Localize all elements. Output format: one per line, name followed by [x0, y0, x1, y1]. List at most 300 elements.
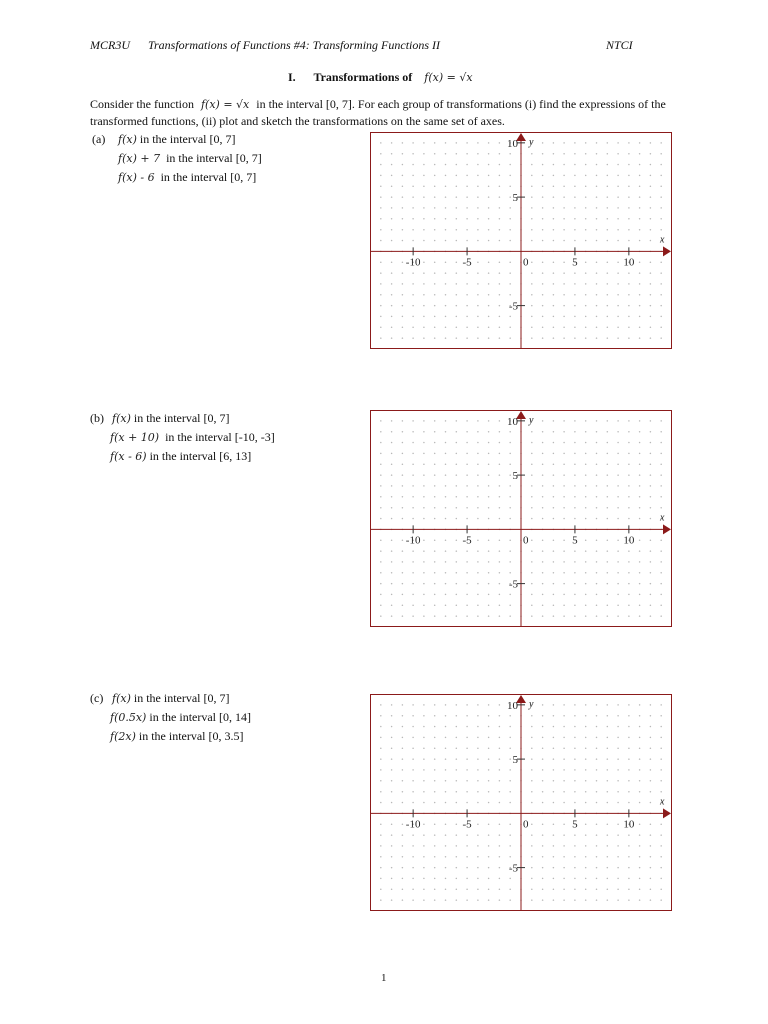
grid-dot: [531, 899, 533, 901]
grid-dot: [445, 218, 447, 220]
grid-dot: [488, 272, 490, 274]
grid-dot: [456, 867, 458, 869]
grid-dot: [585, 889, 587, 891]
grid-dot: [456, 791, 458, 793]
grid-dot: [531, 878, 533, 880]
grid-dot: [488, 539, 490, 541]
grid-dot: [628, 715, 630, 717]
grid-dot: [639, 737, 641, 739]
grid-dot: [650, 748, 652, 750]
grid-dot: [628, 704, 630, 706]
grid-dot: [466, 572, 468, 574]
grid-dot: [380, 153, 382, 155]
grid-dot: [412, 889, 414, 891]
section-number: I.: [288, 70, 296, 84]
grid-dot: [628, 229, 630, 231]
grid-dot: [423, 464, 425, 466]
grid-dot: [617, 153, 619, 155]
grid-dot: [391, 845, 393, 847]
grid-dot: [466, 550, 468, 552]
part-a-label: (a): [92, 132, 106, 146]
grid-dot: [607, 442, 609, 444]
grid-dot: [434, 769, 436, 771]
grid-dot: [617, 802, 619, 804]
grid-dot: [434, 704, 436, 706]
grid-dot: [563, 294, 565, 296]
grid-dot: [402, 583, 404, 585]
grid-dot: [660, 305, 662, 307]
grid-dot: [509, 550, 511, 552]
grid-dot: [412, 507, 414, 509]
grid-dot: [617, 615, 619, 617]
grid-dot: [607, 769, 609, 771]
grid-dot: [596, 550, 598, 552]
part-b-text-3: in the interval [6, 13]: [149, 449, 252, 463]
section-title-text: Transformations of: [313, 70, 413, 84]
grid-dot: [553, 539, 555, 541]
grid-dot: [542, 780, 544, 782]
grid-dot: [628, 605, 630, 607]
grid-dot: [585, 316, 587, 318]
grid-dot: [380, 305, 382, 307]
grid-dot: [607, 615, 609, 617]
grid-dot: [434, 561, 436, 563]
grid-dot: [445, 867, 447, 869]
grid-dot: [488, 605, 490, 607]
grid-dot: [585, 305, 587, 307]
grid-dot: [456, 431, 458, 433]
grid-dot: [402, 748, 404, 750]
grid-dot: [563, 539, 565, 541]
grid-dot: [434, 218, 436, 220]
grid-dot: [617, 758, 619, 760]
grid-dot: [563, 464, 565, 466]
grid-dot: [607, 823, 609, 825]
grid-dot: [617, 305, 619, 307]
grid-dot: [585, 791, 587, 793]
grid-dot: [553, 207, 555, 209]
grid-dot: [650, 175, 652, 177]
grid-dot: [412, 420, 414, 422]
grid-dot: [628, 572, 630, 574]
grid-dot: [488, 615, 490, 617]
section-title: [288, 70, 473, 85]
grid-dot: [574, 442, 576, 444]
grid-dot: [650, 518, 652, 520]
grid-dot: [412, 605, 414, 607]
grid-dot: [607, 464, 609, 466]
grid-dot: [423, 442, 425, 444]
grid-dot: [434, 550, 436, 552]
grid-dot: [391, 294, 393, 296]
grid-dot: [477, 142, 479, 144]
grid-dot: [488, 507, 490, 509]
grid-dot: [596, 485, 598, 487]
grid-dot: [402, 889, 404, 891]
grid-dot: [531, 748, 533, 750]
grid-dot: [607, 899, 609, 901]
grid-dot: [509, 316, 511, 318]
grid-dot: [423, 780, 425, 782]
grid-dot: [617, 834, 619, 836]
grid-dot: [628, 327, 630, 329]
grid-dot: [509, 496, 511, 498]
grid-dot: [660, 496, 662, 498]
grid-dot: [596, 240, 598, 242]
grid-dot: [423, 164, 425, 166]
grid-dot: [650, 485, 652, 487]
grid-dot: [488, 856, 490, 858]
grid-dot: [423, 845, 425, 847]
grid-dot: [660, 431, 662, 433]
grid-dot: [542, 153, 544, 155]
grid-dot: [391, 496, 393, 498]
grid-dot: [639, 704, 641, 706]
grid-dot: [596, 420, 598, 422]
grid-dot: [445, 704, 447, 706]
grid-dot: [466, 780, 468, 782]
grid-dot: [531, 431, 533, 433]
grid-dot: [466, 453, 468, 455]
grid-dot: [639, 572, 641, 574]
part-a-expr-2: f(x) + 7: [118, 152, 161, 165]
grid-dot: [477, 539, 479, 541]
grid-dot: [402, 856, 404, 858]
grid-dot: [380, 561, 382, 563]
grid-dot: [628, 758, 630, 760]
grid-dot: [553, 605, 555, 607]
grid-dot: [509, 748, 511, 750]
grid-dot: [380, 507, 382, 509]
grid-dot: [466, 229, 468, 231]
grid-dot: [553, 196, 555, 198]
grid-dot: [531, 240, 533, 242]
grid-dot: [596, 196, 598, 198]
grid-dot: [380, 583, 382, 585]
grid-dot: [402, 305, 404, 307]
grid-dot: [660, 464, 662, 466]
grid-dot: [531, 464, 533, 466]
grid-dot: [391, 834, 393, 836]
grid-dot: [412, 186, 414, 188]
grid-dot: [563, 856, 565, 858]
grid-dot: [456, 878, 458, 880]
grid-dot: [542, 823, 544, 825]
grid-dot: [617, 518, 619, 520]
grid-dot: [434, 442, 436, 444]
grid-dot: [650, 878, 652, 880]
grid-dot: [617, 737, 619, 739]
grid-dot: [391, 704, 393, 706]
grid-dot: [639, 240, 641, 242]
grid-dot: [412, 834, 414, 836]
grid-dot: [456, 615, 458, 617]
grid-dot: [477, 496, 479, 498]
grid-dot: [531, 261, 533, 263]
grid-dot: [423, 240, 425, 242]
part-b-expr-1: f(x): [112, 412, 131, 425]
grid-dot: [531, 327, 533, 329]
grid-dot: [553, 261, 555, 263]
grid-dot: [477, 175, 479, 177]
grid-dot: [391, 539, 393, 541]
grid-dot: [509, 726, 511, 728]
grid-dot: [574, 605, 576, 607]
grid-dot: [585, 550, 587, 552]
grid-dot: [553, 737, 555, 739]
grid-dot: [660, 791, 662, 793]
grid-dot: [391, 229, 393, 231]
grid-dot: [488, 474, 490, 476]
grid-dot: [542, 442, 544, 444]
grid-dot: [509, 802, 511, 804]
grid-dot: [412, 240, 414, 242]
grid-dot: [553, 420, 555, 422]
x-axis-label: x: [660, 512, 665, 524]
grid-dot: [434, 737, 436, 739]
grid-dot: [596, 316, 598, 318]
grid-dot: [660, 218, 662, 220]
grid-dot: [660, 737, 662, 739]
grid-dot: [628, 802, 630, 804]
grid-dot: [617, 878, 619, 880]
header-course: MCR3U: [90, 38, 130, 52]
grid-dot: [607, 856, 609, 858]
grid-dot: [607, 704, 609, 706]
grid-dot: [531, 726, 533, 728]
grid-dot: [391, 867, 393, 869]
grid-dot: [499, 561, 501, 563]
grid-dot: [423, 878, 425, 880]
grid-dot: [509, 780, 511, 782]
grid-dot: [585, 704, 587, 706]
grid-dot: [412, 337, 414, 339]
grid-dot: [531, 207, 533, 209]
grid-dot: [650, 856, 652, 858]
grid-dot: [391, 802, 393, 804]
grid-dot: [596, 186, 598, 188]
grid-dot: [412, 164, 414, 166]
grid-dot: [423, 615, 425, 617]
grid-dot: [617, 261, 619, 263]
grid-dot: [650, 737, 652, 739]
grid-dot: [628, 283, 630, 285]
grid-dot: [423, 175, 425, 177]
grid-dot: [574, 507, 576, 509]
grid-dot: [607, 164, 609, 166]
grid-dot: [445, 758, 447, 760]
grid-dot: [639, 748, 641, 750]
grid-dot: [542, 758, 544, 760]
grid-dot: [391, 561, 393, 563]
grid-dot: [596, 229, 598, 231]
grid-dot: [380, 769, 382, 771]
grid-dot: [639, 550, 641, 552]
grid-dot: [466, 474, 468, 476]
grid-dot: [563, 218, 565, 220]
grid-dot: [434, 327, 436, 329]
grid-dot: [477, 856, 479, 858]
grid-dot: [434, 594, 436, 596]
grid-dot: [563, 791, 565, 793]
part-b-expr-3: f(x - 6): [110, 450, 147, 463]
grid-dot: [585, 229, 587, 231]
grid-dot: [542, 615, 544, 617]
grid-dot: [412, 769, 414, 771]
grid-dot: [563, 726, 565, 728]
grid-dot: [660, 615, 662, 617]
grid-dot: [639, 142, 641, 144]
grid-dot: [477, 316, 479, 318]
grid-dot: [660, 420, 662, 422]
intro-suffix: in the interval [0, 7]. For each group of transformations (i) find the expressions of the transformed functions, (ii) plot and sketch the transformations on the same set of axes.: [90, 97, 666, 128]
grid-dot: [445, 485, 447, 487]
grid-dot: [402, 164, 404, 166]
grid-dot: [650, 704, 652, 706]
grid-dot: [585, 594, 587, 596]
grid-dot: [660, 769, 662, 771]
grid-dot: [563, 615, 565, 617]
grid-dot: [596, 175, 598, 177]
grid-dot: [542, 748, 544, 750]
grid-dot: [499, 464, 501, 466]
grid-dot: [477, 305, 479, 307]
grid-dot: [499, 605, 501, 607]
grid-dot: [542, 186, 544, 188]
grid-dot: [402, 561, 404, 563]
grid-dot: [412, 615, 414, 617]
grid-dot: [596, 704, 598, 706]
grid-dot: [553, 272, 555, 274]
grid-dot: [542, 164, 544, 166]
grid-dot: [412, 305, 414, 307]
grid-dot: [607, 889, 609, 891]
grid-dot: [445, 272, 447, 274]
grid-dot: [574, 272, 576, 274]
grid-dot: [434, 496, 436, 498]
grid-dot: [628, 496, 630, 498]
grid-dot: [660, 453, 662, 455]
part-a-text-3: in the interval [0, 7]: [160, 170, 257, 184]
grid-dot: [650, 464, 652, 466]
grid-dot: [488, 878, 490, 880]
grid-dot: [434, 431, 436, 433]
grid-dot: [445, 726, 447, 728]
grid-dot: [617, 453, 619, 455]
y-axis-label: y: [529, 415, 534, 426]
grid-dot: [402, 327, 404, 329]
grid-dot: [628, 153, 630, 155]
grid-dot: [423, 834, 425, 836]
grid-dot: [402, 442, 404, 444]
grid-dot: [617, 605, 619, 607]
grid-dot: [531, 218, 533, 220]
grid-dot: [617, 240, 619, 242]
grid-dot: [499, 261, 501, 263]
grid-dot: [456, 496, 458, 498]
grid-dot: [660, 845, 662, 847]
grid-dot: [402, 218, 404, 220]
grid-dot: [660, 474, 662, 476]
grid-dot: [617, 229, 619, 231]
grid-dot: [499, 207, 501, 209]
grid-dot: [596, 769, 598, 771]
grid-dot: [402, 769, 404, 771]
grid-dot: [531, 474, 533, 476]
grid-dot: [434, 802, 436, 804]
grid-dot: [412, 715, 414, 717]
grid-dot: [660, 605, 662, 607]
grid-dot: [542, 889, 544, 891]
grid-dot: [628, 615, 630, 617]
grid-dot: [423, 704, 425, 706]
grid-dot: [542, 726, 544, 728]
grid-dot: [553, 175, 555, 177]
grid-dot: [617, 845, 619, 847]
grid-dot: [607, 594, 609, 596]
grid-dot: [477, 780, 479, 782]
grid-dot: [380, 196, 382, 198]
grid-dot: [585, 261, 587, 263]
grid-dot: [563, 823, 565, 825]
grid-dot: [650, 316, 652, 318]
grid-dot: [607, 878, 609, 880]
grid-dot: [488, 164, 490, 166]
part-c-text-1: in the interval [0, 7]: [133, 691, 230, 705]
grid-dot: [402, 229, 404, 231]
part-c-expr-3: f(2x): [110, 730, 136, 743]
grid-dot: [466, 518, 468, 520]
grid-dot: [402, 823, 404, 825]
grid-dot: [650, 715, 652, 717]
grid-dot: [639, 769, 641, 771]
grid-dot: [650, 572, 652, 574]
grid-dot: [391, 823, 393, 825]
grid-dot: [380, 889, 382, 891]
grid-dot: [596, 737, 598, 739]
grid-dot: [563, 769, 565, 771]
grid-dot: [434, 583, 436, 585]
grid-dot: [585, 802, 587, 804]
grid-dot: [607, 748, 609, 750]
grid-dot: [499, 485, 501, 487]
grid-dot: [509, 845, 511, 847]
grid-dot: [412, 899, 414, 901]
grid-dot: [531, 780, 533, 782]
grid-dot: [380, 261, 382, 263]
grid-dot: [628, 780, 630, 782]
grid-dot: [639, 899, 641, 901]
grid-dot: [445, 889, 447, 891]
grid-dot: [660, 856, 662, 858]
grid-dot: [650, 780, 652, 782]
grid-dot: [466, 442, 468, 444]
grid-dot: [660, 507, 662, 509]
grid-dot: [542, 878, 544, 880]
grid-dot: [499, 823, 501, 825]
grid-dot: [466, 769, 468, 771]
grid-dot: [509, 327, 511, 329]
grid-dot: [531, 316, 533, 318]
grid-dot: [574, 196, 576, 198]
grid-dot: [531, 229, 533, 231]
grid-dot: [563, 337, 565, 339]
grid-dot: [660, 442, 662, 444]
grid-dot: [553, 153, 555, 155]
grid-dot: [499, 327, 501, 329]
grid-dot: [391, 261, 393, 263]
grid-dot: [574, 561, 576, 563]
